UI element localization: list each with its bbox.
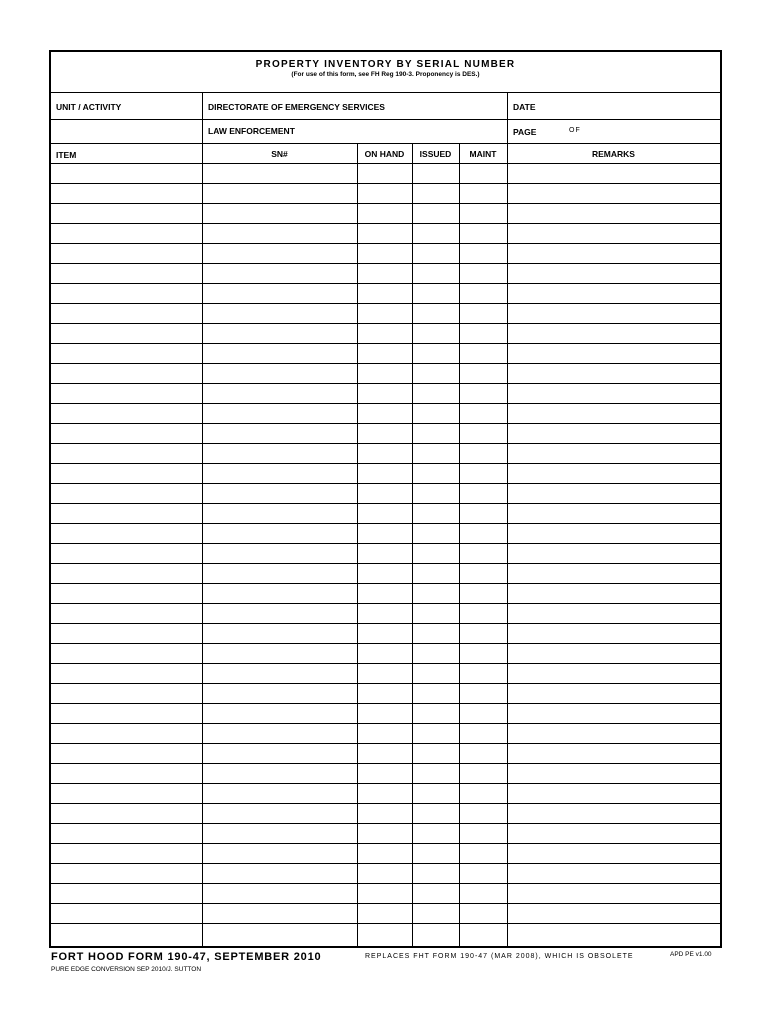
- item-cell[interactable]: [51, 564, 202, 583]
- remarks-cell[interactable]: [507, 884, 720, 903]
- col-remarks: REMARKS: [592, 149, 635, 159]
- on-hand-cell[interactable]: [357, 264, 412, 283]
- form-title: PROPERTY INVENTORY BY SERIAL NUMBER: [255, 59, 516, 70]
- sn-cell[interactable]: [202, 304, 357, 323]
- on-hand-cell[interactable]: [357, 344, 412, 363]
- item-cell[interactable]: [51, 184, 202, 203]
- issued-cell[interactable]: [412, 364, 459, 383]
- item-cell[interactable]: [51, 744, 202, 763]
- sn-cell[interactable]: [202, 744, 357, 763]
- remarks-cell[interactable]: [507, 504, 720, 523]
- sn-cell[interactable]: [202, 704, 357, 723]
- remarks-cell[interactable]: [507, 664, 720, 683]
- on-hand-cell[interactable]: [357, 724, 412, 743]
- version-note: APD PE v1.00: [670, 951, 712, 958]
- item-cell[interactable]: [51, 464, 202, 483]
- issued-cell[interactable]: [412, 244, 459, 263]
- maint-cell[interactable]: [459, 304, 507, 323]
- on-hand-cell[interactable]: [357, 844, 412, 863]
- issued-cell[interactable]: [412, 524, 459, 543]
- table-row: [51, 564, 720, 584]
- maint-cell[interactable]: [459, 824, 507, 843]
- table-row: [51, 724, 720, 744]
- sn-cell[interactable]: [202, 804, 357, 823]
- table-row: [51, 324, 720, 344]
- table-row: [51, 484, 720, 504]
- item-cell[interactable]: [51, 384, 202, 403]
- remarks-cell[interactable]: [507, 264, 720, 283]
- item-cell[interactable]: [51, 404, 202, 423]
- table-row: [51, 424, 720, 444]
- directorate-text: DIRECTORATE OF EMERGENCY SERVICES: [208, 102, 385, 112]
- remarks-cell[interactable]: [507, 404, 720, 423]
- on-hand-cell[interactable]: [357, 704, 412, 723]
- maint-cell[interactable]: [459, 804, 507, 823]
- on-hand-cell[interactable]: [357, 664, 412, 683]
- item-cell[interactable]: [51, 904, 202, 923]
- sn-cell[interactable]: [202, 544, 357, 563]
- maint-cell[interactable]: [459, 204, 507, 223]
- sn-cell[interactable]: [202, 424, 357, 443]
- sn-cell[interactable]: [202, 844, 357, 863]
- remarks-cell[interactable]: [507, 904, 720, 923]
- sn-cell[interactable]: [202, 764, 357, 783]
- table-row: [51, 384, 720, 404]
- table-row: [51, 864, 720, 884]
- remarks-cell[interactable]: [507, 724, 720, 743]
- maint-cell[interactable]: [459, 764, 507, 783]
- maint-cell[interactable]: [459, 224, 507, 243]
- remarks-cell[interactable]: [507, 324, 720, 343]
- table-row: [51, 784, 720, 804]
- maint-cell[interactable]: [459, 524, 507, 543]
- maint-cell[interactable]: [459, 164, 507, 183]
- table-row: [51, 804, 720, 824]
- table-row: [51, 204, 720, 224]
- remarks-cell[interactable]: [507, 584, 720, 603]
- issued-cell[interactable]: [412, 804, 459, 823]
- remarks-cell[interactable]: [507, 244, 720, 263]
- sn-cell[interactable]: [202, 324, 357, 343]
- remarks-cell[interactable]: [507, 764, 720, 783]
- item-cell[interactable]: [51, 324, 202, 343]
- maint-cell[interactable]: [459, 684, 507, 703]
- page-label: PAGE: [513, 127, 537, 137]
- on-hand-cell[interactable]: [357, 424, 412, 443]
- item-cell[interactable]: [51, 844, 202, 863]
- sn-cell[interactable]: [202, 244, 357, 263]
- maint-cell[interactable]: [459, 184, 507, 203]
- issued-cell[interactable]: [412, 344, 459, 363]
- sn-cell[interactable]: [202, 664, 357, 683]
- on-hand-cell[interactable]: [357, 284, 412, 303]
- remarks-cell[interactable]: [507, 484, 720, 503]
- issued-cell[interactable]: [412, 504, 459, 523]
- on-hand-cell[interactable]: [357, 904, 412, 923]
- on-hand-cell[interactable]: [357, 504, 412, 523]
- item-cell[interactable]: [51, 724, 202, 743]
- item-cell[interactable]: [51, 884, 202, 903]
- remarks-cell[interactable]: [507, 924, 720, 944]
- item-cell[interactable]: [51, 764, 202, 783]
- on-hand-cell[interactable]: [357, 824, 412, 843]
- item-cell[interactable]: [51, 424, 202, 443]
- table-row: [51, 364, 720, 384]
- remarks-cell[interactable]: [507, 424, 720, 443]
- issued-cell[interactable]: [412, 904, 459, 923]
- on-hand-cell[interactable]: [357, 604, 412, 623]
- remarks-cell[interactable]: [507, 864, 720, 883]
- sn-cell[interactable]: [202, 904, 357, 923]
- on-hand-cell[interactable]: [357, 384, 412, 403]
- remarks-cell[interactable]: [507, 344, 720, 363]
- table-row: [51, 244, 720, 264]
- on-hand-cell[interactable]: [357, 764, 412, 783]
- maint-cell[interactable]: [459, 364, 507, 383]
- remarks-cell[interactable]: [507, 604, 720, 623]
- remarks-cell[interactable]: [507, 784, 720, 803]
- item-cell[interactable]: [51, 924, 202, 944]
- item-cell[interactable]: [51, 204, 202, 223]
- maint-cell[interactable]: [459, 744, 507, 763]
- maint-cell[interactable]: [459, 424, 507, 443]
- item-cell[interactable]: [51, 784, 202, 803]
- sn-cell[interactable]: [202, 184, 357, 203]
- table-row: [51, 504, 720, 524]
- item-cell[interactable]: [51, 704, 202, 723]
- date-label: DATE: [513, 102, 536, 112]
- item-cell[interactable]: [51, 504, 202, 523]
- sn-cell[interactable]: [202, 584, 357, 603]
- on-hand-cell[interactable]: [357, 244, 412, 263]
- conversion-note: PURE EDGE CONVERSION SEP 2010/J. SUTTON: [51, 966, 202, 973]
- sn-cell[interactable]: [202, 404, 357, 423]
- table-row: [51, 224, 720, 244]
- issued-cell[interactable]: [412, 884, 459, 903]
- item-cell[interactable]: [51, 224, 202, 243]
- table-row: [51, 524, 720, 544]
- col-sn: SN#: [271, 149, 288, 159]
- on-hand-cell[interactable]: [357, 644, 412, 663]
- maint-cell[interactable]: [459, 564, 507, 583]
- sn-cell[interactable]: [202, 724, 357, 743]
- issued-cell[interactable]: [412, 204, 459, 223]
- issued-cell[interactable]: [412, 724, 459, 743]
- title-block: [51, 52, 720, 93]
- table-row: [51, 844, 720, 864]
- remarks-cell[interactable]: [507, 844, 720, 863]
- sn-cell[interactable]: [202, 384, 357, 403]
- sn-cell[interactable]: [202, 164, 357, 183]
- sn-cell[interactable]: [202, 924, 357, 944]
- sn-cell[interactable]: [202, 484, 357, 503]
- of-label: OF: [569, 127, 581, 134]
- remarks-cell[interactable]: [507, 304, 720, 323]
- on-hand-cell[interactable]: [357, 864, 412, 883]
- remarks-cell[interactable]: [507, 624, 720, 643]
- table-row: [51, 404, 720, 424]
- issued-cell[interactable]: [412, 684, 459, 703]
- issued-cell[interactable]: [412, 184, 459, 203]
- maint-cell[interactable]: [459, 264, 507, 283]
- table-row: [51, 904, 720, 924]
- sn-cell[interactable]: [202, 204, 357, 223]
- form-name: FORT HOOD FORM 190-47, SEPTEMBER 2010: [51, 951, 322, 963]
- sn-cell[interactable]: [202, 464, 357, 483]
- remarks-cell[interactable]: [507, 544, 720, 563]
- sn-cell[interactable]: [202, 224, 357, 243]
- replaces-note: REPLACES FHT FORM 190-47 (MAR 2008), WHICH IS OBSOLETE: [365, 953, 634, 960]
- on-hand-cell[interactable]: [357, 884, 412, 903]
- sn-cell[interactable]: [202, 684, 357, 703]
- table-row: [51, 664, 720, 684]
- sn-cell[interactable]: [202, 824, 357, 843]
- remarks-cell[interactable]: [507, 744, 720, 763]
- sn-cell[interactable]: [202, 564, 357, 583]
- table-row: [51, 624, 720, 644]
- on-hand-cell[interactable]: [357, 524, 412, 543]
- on-hand-cell[interactable]: [357, 444, 412, 463]
- issued-cell[interactable]: [412, 824, 459, 843]
- table-row: [51, 884, 720, 904]
- item-cell[interactable]: [51, 824, 202, 843]
- item-cell[interactable]: [51, 284, 202, 303]
- item-cell[interactable]: [51, 864, 202, 883]
- issued-cell[interactable]: [412, 564, 459, 583]
- maint-cell[interactable]: [459, 884, 507, 903]
- maint-cell[interactable]: [459, 344, 507, 363]
- maint-cell[interactable]: [459, 924, 507, 944]
- maint-cell[interactable]: [459, 324, 507, 343]
- table-row: [51, 824, 720, 844]
- sn-cell[interactable]: [202, 624, 357, 643]
- issued-cell[interactable]: [412, 284, 459, 303]
- issued-cell[interactable]: [412, 644, 459, 663]
- remarks-cell[interactable]: [507, 444, 720, 463]
- maint-cell[interactable]: [459, 844, 507, 863]
- form-subtitle: (For use of this form, see FH Reg 190-3. Proponency is DES.): [291, 71, 480, 78]
- table-row: [51, 684, 720, 704]
- issued-cell[interactable]: [412, 704, 459, 723]
- issued-cell[interactable]: [412, 764, 459, 783]
- table-row: [51, 344, 720, 364]
- sn-cell[interactable]: [202, 344, 357, 363]
- item-cell[interactable]: [51, 364, 202, 383]
- remarks-cell[interactable]: [507, 384, 720, 403]
- issued-cell[interactable]: [412, 304, 459, 323]
- item-cell[interactable]: [51, 544, 202, 563]
- table-row: [51, 544, 720, 564]
- item-cell[interactable]: [51, 344, 202, 363]
- unit-activity-label: UNIT / ACTIVITY: [56, 102, 122, 112]
- issued-cell[interactable]: [412, 844, 459, 863]
- issued-cell[interactable]: [412, 464, 459, 483]
- remarks-cell[interactable]: [507, 524, 720, 543]
- remarks-cell[interactable]: [507, 284, 720, 303]
- remarks-cell[interactable]: [507, 564, 720, 583]
- table-row: [51, 284, 720, 304]
- sn-cell[interactable]: [202, 604, 357, 623]
- issued-cell[interactable]: [412, 544, 459, 563]
- col-issued: ISSUED: [419, 149, 452, 159]
- on-hand-cell[interactable]: [357, 784, 412, 803]
- remarks-cell[interactable]: [507, 364, 720, 383]
- item-cell[interactable]: [51, 604, 202, 623]
- item-cell[interactable]: [51, 244, 202, 263]
- remarks-cell[interactable]: [507, 644, 720, 663]
- on-hand-cell[interactable]: [357, 584, 412, 603]
- law-enforcement-text: LAW ENFORCEMENT: [208, 126, 295, 136]
- issued-cell[interactable]: [412, 864, 459, 883]
- on-hand-cell[interactable]: [357, 804, 412, 823]
- sn-cell[interactable]: [202, 524, 357, 543]
- table-row: [51, 444, 720, 464]
- maint-cell[interactable]: [459, 784, 507, 803]
- remarks-cell[interactable]: [507, 464, 720, 483]
- maint-cell[interactable]: [459, 384, 507, 403]
- sn-cell[interactable]: [202, 504, 357, 523]
- sn-cell[interactable]: [202, 864, 357, 883]
- col-item: ITEM: [56, 150, 77, 160]
- sn-cell[interactable]: [202, 284, 357, 303]
- item-cell[interactable]: [51, 444, 202, 463]
- sn-cell[interactable]: [202, 784, 357, 803]
- table-row: [51, 584, 720, 604]
- maint-cell[interactable]: [459, 584, 507, 603]
- on-hand-cell[interactable]: [357, 324, 412, 343]
- on-hand-cell[interactable]: [357, 304, 412, 323]
- issued-cell[interactable]: [412, 324, 459, 343]
- on-hand-cell[interactable]: [357, 364, 412, 383]
- on-hand-cell[interactable]: [357, 684, 412, 703]
- table-row: [51, 744, 720, 764]
- on-hand-cell[interactable]: [357, 404, 412, 423]
- maint-cell[interactable]: [459, 504, 507, 523]
- remarks-cell[interactable]: [507, 164, 720, 183]
- maint-cell[interactable]: [459, 464, 507, 483]
- maint-cell[interactable]: [459, 864, 507, 883]
- table-row: [51, 764, 720, 784]
- table-row: [51, 464, 720, 484]
- remarks-cell[interactable]: [507, 804, 720, 823]
- sn-cell[interactable]: [202, 364, 357, 383]
- issued-cell[interactable]: [412, 784, 459, 803]
- maint-cell[interactable]: [459, 724, 507, 743]
- on-hand-cell[interactable]: [357, 164, 412, 183]
- table-row: [51, 644, 720, 664]
- issued-cell[interactable]: [412, 424, 459, 443]
- on-hand-cell[interactable]: [357, 484, 412, 503]
- sn-cell[interactable]: [202, 884, 357, 903]
- on-hand-cell[interactable]: [357, 924, 412, 944]
- issued-cell[interactable]: [412, 604, 459, 623]
- maint-cell[interactable]: [459, 244, 507, 263]
- on-hand-cell[interactable]: [357, 204, 412, 223]
- maint-cell[interactable]: [459, 484, 507, 503]
- issued-cell[interactable]: [412, 224, 459, 243]
- issued-cell[interactable]: [412, 384, 459, 403]
- remarks-cell[interactable]: [507, 824, 720, 843]
- maint-cell[interactable]: [459, 624, 507, 643]
- item-cell[interactable]: [51, 664, 202, 683]
- maint-cell[interactable]: [459, 644, 507, 663]
- item-cell[interactable]: [51, 484, 202, 503]
- col-maint: MAINT: [469, 149, 497, 159]
- maint-cell[interactable]: [459, 704, 507, 723]
- remarks-cell[interactable]: [507, 704, 720, 723]
- table-row: [51, 264, 720, 284]
- sn-cell[interactable]: [202, 264, 357, 283]
- issued-cell[interactable]: [412, 164, 459, 183]
- maint-cell[interactable]: [459, 904, 507, 923]
- item-cell[interactable]: [51, 164, 202, 183]
- table-row: [51, 924, 720, 944]
- item-cell[interactable]: [51, 644, 202, 663]
- sn-cell[interactable]: [202, 444, 357, 463]
- on-hand-cell[interactable]: [357, 624, 412, 643]
- col-on-hand: ON HAND: [364, 149, 405, 159]
- inventory-form: [49, 50, 722, 948]
- issued-cell[interactable]: [412, 624, 459, 643]
- sn-cell[interactable]: [202, 644, 357, 663]
- table-row: [51, 604, 720, 624]
- item-cell[interactable]: [51, 684, 202, 703]
- on-hand-cell[interactable]: [357, 464, 412, 483]
- item-cell[interactable]: [51, 524, 202, 543]
- maint-cell[interactable]: [459, 404, 507, 423]
- maint-cell[interactable]: [459, 544, 507, 563]
- inventory-rows: [51, 164, 720, 944]
- issued-cell[interactable]: [412, 444, 459, 463]
- item-cell[interactable]: [51, 624, 202, 643]
- on-hand-cell[interactable]: [357, 224, 412, 243]
- remarks-cell[interactable]: [507, 204, 720, 223]
- issued-cell[interactable]: [412, 744, 459, 763]
- item-cell[interactable]: [51, 584, 202, 603]
- table-row: [51, 704, 720, 724]
- remarks-cell[interactable]: [507, 184, 720, 203]
- on-hand-cell[interactable]: [357, 744, 412, 763]
- maint-cell[interactable]: [459, 604, 507, 623]
- item-cell[interactable]: [51, 304, 202, 323]
- issued-cell[interactable]: [412, 264, 459, 283]
- item-cell[interactable]: [51, 264, 202, 283]
- remarks-cell[interactable]: [507, 224, 720, 243]
- on-hand-cell[interactable]: [357, 544, 412, 563]
- table-row: [51, 304, 720, 324]
- table-row: [51, 184, 720, 204]
- on-hand-cell[interactable]: [357, 184, 412, 203]
- table-row: [51, 164, 720, 184]
- item-cell[interactable]: [51, 804, 202, 823]
- maint-cell[interactable]: [459, 284, 507, 303]
- issued-cell[interactable]: [412, 484, 459, 503]
- remarks-cell[interactable]: [507, 684, 720, 703]
- issued-cell[interactable]: [412, 584, 459, 603]
- maint-cell[interactable]: [459, 664, 507, 683]
- issued-cell[interactable]: [412, 924, 459, 944]
- maint-cell[interactable]: [459, 444, 507, 463]
- issued-cell[interactable]: [412, 404, 459, 423]
- issued-cell[interactable]: [412, 664, 459, 683]
- on-hand-cell[interactable]: [357, 564, 412, 583]
